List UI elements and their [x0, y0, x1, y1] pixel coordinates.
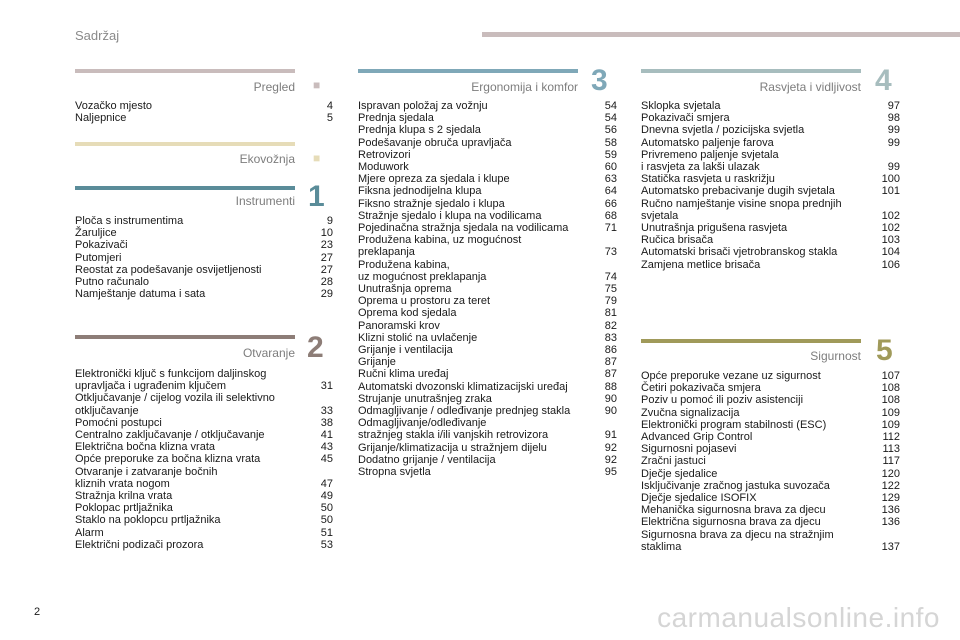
- page-number: 2: [34, 606, 41, 618]
- toc-entry-label: Grijanje: [358, 356, 396, 369]
- toc-entry-page: 95: [604, 466, 617, 479]
- ekovoznja-marker: ■: [313, 151, 321, 165]
- toc-entry-label: Reostat za podešavanje osvijetljenosti: [75, 263, 262, 276]
- toc-entry[interactable]: [358, 259, 617, 283]
- toc-entry-page: 102: [881, 209, 900, 222]
- toc-entry-label: Namještanje datuma i sata: [75, 288, 206, 301]
- toc-entry-label: Otvaranje i zatvaranje bočnih kliznih vrata nogom: [75, 465, 218, 490]
- toc-entry-page: 136: [881, 504, 900, 517]
- toc-entry[interactable]: [75, 239, 333, 251]
- toc-entry-page: 108: [881, 394, 900, 407]
- rasvjeta-entries: [641, 100, 900, 271]
- toc-entry-page: 101: [881, 185, 900, 198]
- toc-entry[interactable]: [358, 210, 617, 222]
- toc-entry[interactable]: [641, 173, 900, 185]
- toc-entry-page: 88: [604, 380, 617, 393]
- toc-entry-page: 5: [326, 112, 333, 125]
- toc-entry-page: 27: [320, 251, 333, 264]
- toc-entry[interactable]: [358, 356, 617, 368]
- sigurnost-bar: [641, 339, 861, 343]
- toc-entry[interactable]: [641, 529, 900, 553]
- toc-entry-label: Sigurnosni pojasevi: [641, 443, 737, 456]
- toc-entry-page: 109: [881, 418, 900, 431]
- toc-entry-page: 28: [320, 276, 333, 289]
- toc-entry-page: 54: [604, 100, 617, 112]
- pregled-bar: [75, 69, 295, 73]
- toc-entry-label: Odmagljivanje / odleđivanje prednjeg stakla: [358, 405, 571, 418]
- toc-entry-page: 63: [604, 173, 617, 186]
- toc-entry[interactable]: [641, 112, 900, 124]
- toc-entry-page: 102: [881, 222, 900, 235]
- toc-entry-page: 71: [604, 222, 617, 235]
- toc-entry-page: 23: [320, 239, 333, 252]
- sigurnost-number: 5: [876, 334, 893, 367]
- toc-entry[interactable]: [641, 492, 900, 504]
- toc-entry[interactable]: [641, 504, 900, 516]
- toc-entry[interactable]: [358, 405, 617, 417]
- toc-entry-label: Fiksna jednodijelna klupa: [358, 185, 482, 198]
- toc-entry-page: 51: [320, 526, 333, 539]
- toc-entry[interactable]: [641, 246, 900, 258]
- toc-entry-label: Automatsko prebacivanje dugih svjetala: [641, 185, 835, 198]
- toc-entry-label: Četiri pokazivača smjera: [641, 382, 761, 395]
- toc-entry-page: 97: [887, 100, 900, 112]
- toc-entry-page: 81: [604, 307, 617, 320]
- toc-entry-page: 100: [881, 173, 900, 186]
- toc-entry-label: Moduwork: [358, 161, 409, 174]
- toc-entry-page: 99: [887, 161, 900, 174]
- toc-entry[interactable]: [358, 234, 617, 258]
- toc-entry-label: Stražnja krilna vrata: [75, 490, 173, 503]
- toc-entry[interactable]: [358, 381, 617, 393]
- instrumenti-number: 1: [308, 180, 325, 213]
- toc-entry-label: Ručica brisača: [641, 234, 714, 247]
- toc-entry[interactable]: [75, 453, 333, 465]
- toc-entry[interactable]: [358, 454, 617, 466]
- toc-entry[interactable]: [358, 320, 617, 332]
- toc-entry[interactable]: [641, 480, 900, 492]
- toc-entry-page: 74: [604, 270, 617, 283]
- toc-entry-page: 41: [320, 429, 333, 442]
- toc-entry[interactable]: [641, 443, 900, 455]
- toc-entry[interactable]: [75, 527, 333, 539]
- toc-entry-label: Električna bočna klizna vrata: [75, 441, 216, 454]
- toc-entry-label: Žaruljice: [75, 227, 117, 240]
- toc-entry-label: Zračni jastuci: [641, 455, 706, 468]
- toc-entry[interactable]: [75, 100, 333, 112]
- toc-entry-label: Retrovizori: [358, 148, 411, 161]
- toc-entry-page: 54: [604, 112, 617, 125]
- toc-entry[interactable]: [358, 466, 617, 478]
- toc-entry[interactable]: [641, 185, 900, 197]
- toc-entry-page: 91: [604, 429, 617, 442]
- toc-entry-page: 50: [320, 502, 333, 515]
- toc-entry-label: Fiksno stražnje sjedalo i klupa: [358, 197, 505, 210]
- toc-entry-page: 98: [887, 112, 900, 125]
- toc-entry-label: Ispravan položaj za vožnju: [358, 100, 488, 112]
- toc-entry[interactable]: [641, 370, 900, 382]
- pregled-title: Pregled: [253, 80, 295, 94]
- toc-entry[interactable]: [358, 222, 617, 234]
- toc-entry[interactable]: [358, 417, 617, 441]
- toc-entry-label: Pokazivači smjera: [641, 112, 730, 125]
- otvaranje-number: 2: [307, 331, 324, 364]
- toc-entry[interactable]: [358, 393, 617, 405]
- ergonomija-title: Ergonomija i komfor: [471, 80, 578, 94]
- toc-entry-page: 82: [604, 319, 617, 332]
- toc-entry-page: 108: [881, 382, 900, 395]
- toc-entry-label: Podešavanje obruča upravljača: [358, 136, 512, 149]
- toc-entry[interactable]: [358, 442, 617, 454]
- toc-entry-page: 92: [604, 453, 617, 466]
- toc-entry-label: Isključivanje zračnog jastuka suvozača: [641, 479, 830, 492]
- toc-entry-page: 117: [882, 455, 900, 468]
- instrumenti-entries: [75, 215, 333, 300]
- toc-entry-label: Vozačko mjesto: [75, 100, 153, 112]
- toc-entry-label: Produžena kabina, uz mogućnost preklapanja: [358, 258, 487, 283]
- toc-entry[interactable]: [358, 295, 617, 307]
- instrumenti-bar: [75, 186, 295, 190]
- toc-entry-page: 106: [881, 258, 900, 271]
- toc-entry[interactable]: [358, 100, 617, 112]
- toc-entry-page: 66: [604, 197, 617, 210]
- toc-entry-label: Grijanje i ventilacija: [358, 344, 453, 357]
- toc-entry-page: 4: [326, 100, 333, 112]
- toc-entry[interactable]: [641, 407, 900, 419]
- toc-entry-label: Električni podizači prozora: [75, 538, 204, 551]
- page-header-title: Sadržaj: [75, 28, 120, 43]
- toc-entry-page: 99: [887, 124, 900, 137]
- toc-entry-label: Sigurnosna brava za djecu na stražnjim staklima: [641, 528, 834, 553]
- toc-entry-page: 83: [604, 331, 617, 344]
- toc-entry-label: Mehanička sigurnosna brava za djecu: [641, 504, 826, 517]
- toc-entry-label: Pokazivači: [75, 239, 128, 252]
- toc-entry[interactable]: [75, 514, 333, 526]
- toc-entry-label: Statička rasvjeta u raskrižju: [641, 173, 775, 186]
- toc-entry-label: Privremeno paljenje svjetala i rasvjeta za lakši ulazak: [641, 148, 779, 174]
- toc-entry-page: 56: [604, 124, 617, 137]
- toc-entry[interactable]: [358, 332, 617, 344]
- toc-entry-label: Dodatno grijanje / ventilacija: [358, 453, 496, 466]
- toc-entry-label: Centralno zaključavanje / otključavanje: [75, 429, 265, 442]
- rasvjeta-number: 4: [875, 64, 892, 97]
- toc-entry-label: Zamjena metlice brisača: [641, 258, 761, 271]
- toc-entry-page: 59: [604, 148, 617, 161]
- toc-entry[interactable]: [75, 417, 333, 429]
- toc-entry-label: Advanced Grip Control: [641, 431, 753, 444]
- toc-entry[interactable]: [358, 344, 617, 356]
- otvaranje-entries: [75, 368, 333, 551]
- toc-entry-page: 120: [881, 467, 900, 480]
- toc-entry-label: Grijanje/klimatizacija u stražnjem dijelu: [358, 441, 547, 454]
- toc-entry-label: Staklo na poklopcu prtljažnika: [75, 514, 221, 527]
- toc-entry[interactable]: [358, 149, 617, 161]
- toc-entry-page: 79: [604, 295, 617, 308]
- toc-entry-label: Dječje sjedalice ISOFIX: [641, 492, 757, 505]
- toc-entry-label: Dnevna svjetla / pozicijska svjetla: [641, 124, 805, 137]
- toc-entry[interactable]: [75, 112, 333, 124]
- toc-entry-label: Odmagljivanje/odleđivanje stražnjeg stakla i/ili vanjskih retrovizora: [358, 417, 549, 442]
- toc-entry-page: 68: [604, 209, 617, 222]
- pregled-entries: [75, 100, 333, 124]
- toc-entry[interactable]: [358, 307, 617, 319]
- toc-entry-page: 47: [320, 477, 333, 490]
- toc-entry-label: Stropna svjetla: [358, 466, 431, 479]
- toc-entry-page: 43: [320, 441, 333, 454]
- ergonomija-bar: [358, 69, 578, 73]
- toc-entry-page: 64: [604, 185, 617, 198]
- toc-entry-label: Alarm: [75, 526, 104, 539]
- toc-entry-page: 27: [320, 263, 333, 276]
- toc-entry-page: 103: [881, 234, 900, 247]
- toc-entry-page: 53: [320, 538, 333, 551]
- toc-entry[interactable]: [641, 198, 900, 222]
- toc-entry[interactable]: [641, 455, 900, 467]
- instrumenti-title: Instrumenti: [235, 194, 295, 208]
- toc-entry[interactable]: [641, 234, 900, 246]
- toc-entry-page: 90: [604, 405, 617, 418]
- toc-entry[interactable]: [641, 516, 900, 528]
- toc-entry-label: Automatsko paljenje farova: [641, 136, 774, 149]
- toc-entry[interactable]: [641, 100, 900, 112]
- toc-entry-label: Stražnje sjedalo i klupa na vodilicama: [358, 209, 542, 222]
- toc-entry[interactable]: [358, 283, 617, 295]
- pregled-marker: ■: [313, 78, 321, 92]
- toc-entry-page: 33: [320, 404, 333, 417]
- toc-entry-page: 86: [604, 344, 617, 357]
- toc-entry[interactable]: [75, 227, 333, 239]
- toc-entry-label: Pomoćni postupci: [75, 416, 162, 429]
- toc-entry-label: Elektronički program stabilnosti (ESC): [641, 418, 827, 431]
- ergonomija-number: 3: [591, 64, 608, 97]
- toc-entry-page: 9: [326, 215, 333, 227]
- toc-entry-page: 136: [881, 516, 900, 529]
- toc-entry-page: 109: [881, 406, 900, 419]
- toc-entry[interactable]: [75, 441, 333, 453]
- toc-entry-label: Ploča s instrumentima: [75, 215, 184, 227]
- sigurnost-entries: [641, 370, 900, 553]
- ergonomija-entries: [358, 100, 617, 478]
- toc-entry-label: Ručno namještanje visine snopa prednjih svjetala: [641, 197, 842, 222]
- toc-entry-label: Električna sigurnosna brava za djecu: [641, 516, 821, 529]
- toc-entry[interactable]: [641, 394, 900, 406]
- toc-entry-label: Otključavanje / cijelog vozila ili selektivno otključavanje: [75, 392, 275, 417]
- toc-entry[interactable]: [641, 259, 900, 271]
- toc-entry[interactable]: [75, 252, 333, 264]
- toc-entry[interactable]: [641, 149, 900, 173]
- toc-entry[interactable]: [358, 198, 617, 210]
- sigurnost-title: Sigurnost: [810, 349, 861, 363]
- toc-entry-label: Panoramski krov: [358, 319, 440, 332]
- toc-entry-page: 50: [320, 514, 333, 527]
- toc-entry[interactable]: [75, 490, 333, 502]
- toc-entry-page: 75: [604, 283, 617, 296]
- toc-entry[interactable]: [75, 368, 333, 392]
- toc-entry[interactable]: [75, 429, 333, 441]
- toc-entry-page: 73: [604, 246, 617, 259]
- toc-entry-label: Produžena kabina, uz mogućnost preklapanja: [358, 234, 522, 259]
- watermark-text: carmanualsonline.info: [657, 602, 940, 633]
- toc-entry-page: 92: [604, 441, 617, 454]
- toc-entry-label: Opće preporuke za bočna klizna vrata: [75, 453, 261, 466]
- toc-entry[interactable]: [641, 137, 900, 149]
- toc-entry-label: Automatski brisači vjetrobranskog stakla: [641, 246, 838, 259]
- toc-entry[interactable]: [641, 419, 900, 431]
- toc-entry-page: 122: [881, 479, 900, 492]
- toc-entry-label: Prednja klupa s 2 sjedala: [358, 124, 481, 137]
- toc-entry-label: Elektronički ključ s funkcijom daljinskog upravljača i ugrađenim ključem: [75, 368, 267, 393]
- toc-entry[interactable]: [75, 502, 333, 514]
- toc-entry[interactable]: [358, 185, 617, 197]
- toc-entry-page: 104: [881, 246, 900, 259]
- otvaranje-bar: [75, 335, 295, 339]
- toc-entry-label: Klizni stolić na uvlačenje: [358, 331, 478, 344]
- toc-entry-label: Strujanje unutrašnjeg zraka: [358, 392, 492, 405]
- toc-entry-page: 60: [604, 161, 617, 174]
- toc-entry-page: 38: [320, 416, 333, 429]
- toc-entry-page: 31: [320, 380, 333, 393]
- toc-entry-page: 137: [881, 540, 900, 553]
- toc-entry-label: Pojedinačna stražnja sjedala na vodilicama: [358, 222, 569, 235]
- toc-entry[interactable]: [75, 276, 333, 288]
- toc-entry-label: Opće preporuke vezane uz sigurnost: [641, 370, 821, 382]
- toc-entry-label: Automatski dvozonski klimatizacijski uređaj: [358, 380, 568, 393]
- toc-entry-page: 87: [604, 356, 617, 369]
- toc-entry-page: 112: [882, 431, 900, 444]
- toc-entry-label: Dječje sjedalice: [641, 467, 718, 480]
- toc-entry-label: Mjere opreza za sjedala i klupe: [358, 173, 510, 186]
- toc-entry[interactable]: [358, 124, 617, 136]
- toc-entry[interactable]: [75, 264, 333, 276]
- ekovoznja-bar: [75, 142, 295, 146]
- toc-entry-label: Oprema u prostoru za teret: [358, 295, 491, 308]
- toc-entry-label: Sklopka svjetala: [641, 100, 721, 112]
- toc-entry-label: Putomjeri: [75, 251, 122, 264]
- toc-entry[interactable]: [75, 288, 333, 300]
- toc-entry[interactable]: [641, 124, 900, 136]
- toc-entry-page: 107: [881, 370, 900, 382]
- toc-entry-page: 49: [320, 490, 333, 503]
- toc-entry-label: Unutrašnja prigušena rasvjeta: [641, 222, 788, 235]
- toc-entry-label: Prednja sjedala: [358, 112, 434, 125]
- toc-entry-page: 113: [882, 443, 900, 456]
- toc-entry[interactable]: [75, 215, 333, 227]
- rasvjeta-title: Rasvjeta i vidljivost: [759, 80, 861, 94]
- toc-entry[interactable]: [75, 392, 333, 416]
- toc-entry-label: Ručni klima uređaj: [358, 368, 449, 381]
- toc-entry-label: Poziv u pomoć ili poziv asistenciji: [641, 394, 804, 407]
- toc-entry-label: Poklopac prtljažnika: [75, 502, 173, 515]
- toc-entry-label: Naljepnice: [75, 112, 127, 125]
- toc-entry-page: 10: [320, 227, 333, 240]
- toc-entry-page: 90: [604, 392, 617, 405]
- toc-entry-label: Oprema kod sjedala: [358, 307, 457, 320]
- toc-entry[interactable]: [641, 382, 900, 394]
- toc-entry[interactable]: [358, 137, 617, 149]
- toc-entry[interactable]: [641, 468, 900, 480]
- toc-entry-page: 29: [320, 288, 333, 301]
- toc-entry-page: 99: [887, 136, 900, 149]
- toc-entry-label: Putno računalo: [75, 276, 149, 289]
- ekovoznja-title: Ekovožnja: [239, 152, 295, 166]
- toc-entry-label: Unutrašnja oprema: [358, 283, 452, 296]
- header-divider: [482, 32, 960, 37]
- toc-entry[interactable]: [641, 431, 900, 443]
- rasvjeta-bar: [641, 69, 861, 73]
- toc-entry[interactable]: [75, 466, 333, 490]
- toc-entry[interactable]: [358, 173, 617, 185]
- toc-entry-page: 58: [604, 136, 617, 149]
- toc-entry[interactable]: [641, 222, 900, 234]
- toc-entry-label: Zvučna signalizacija: [641, 406, 740, 419]
- toc-entry-page: 129: [881, 492, 900, 505]
- toc-entry-page: 45: [320, 453, 333, 466]
- toc-entry[interactable]: [358, 161, 617, 173]
- toc-entry[interactable]: [75, 539, 333, 551]
- toc-entry[interactable]: [358, 112, 617, 124]
- otvaranje-title: Otvaranje: [242, 346, 295, 360]
- toc-entry-page: 87: [604, 368, 617, 381]
- toc-entry[interactable]: [358, 368, 617, 380]
